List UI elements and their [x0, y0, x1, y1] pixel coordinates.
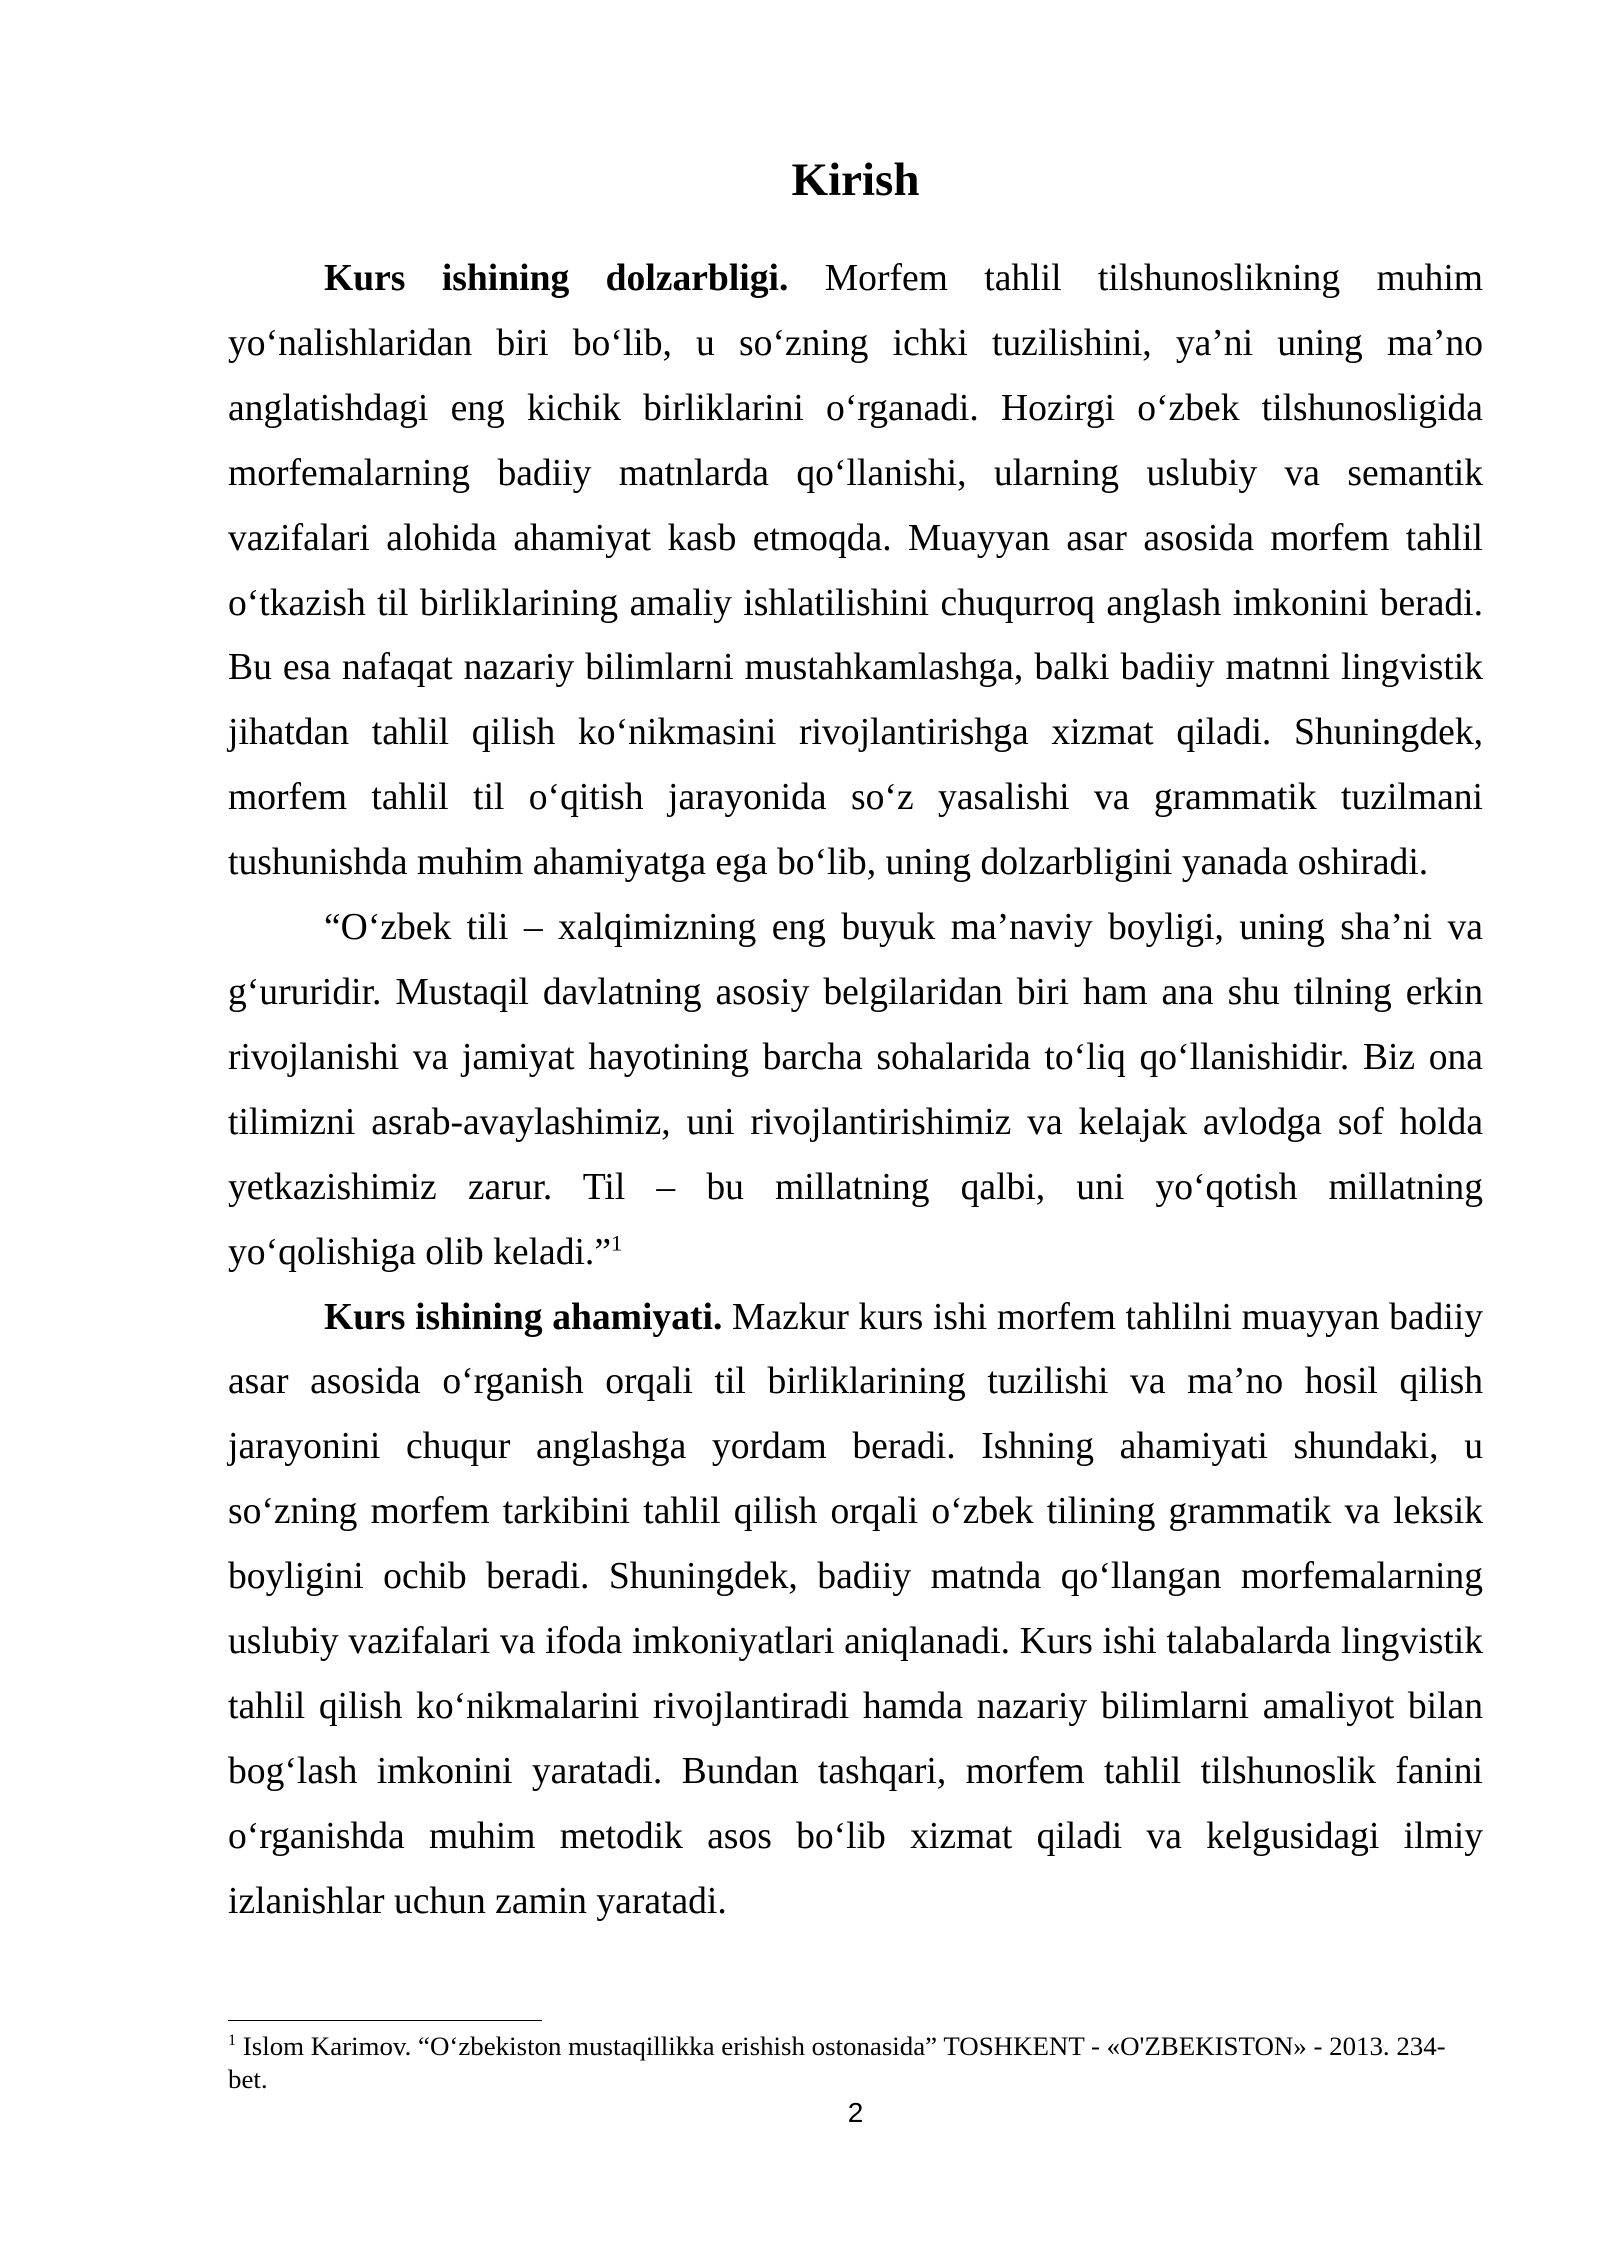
quote-text: “O‘zbek tili – xalqimizning eng buyuk ma’naviy boyligi, uning sha’ni va g‘ururidir. Mustaqil davlatning asosiy belgilaridan biri ham ana shu tilning erkin rivojlanishi va jamiyat hayotining barcha sohalarida to‘liq qo‘llanishidir. Biz ona tilimizni asrab-avaylashimiz, uni rivojlantirishimiz va kelajak avlodga sof holda yetkazishimiz zarur. Til – bu millatning qalbi, uni yo‘qotish millatning yo‘qolishiga olib keladi.” [228, 907, 1483, 1273]
paragraph-heading-relevance: Kurs ishining dolzarbligi. [324, 258, 789, 299]
paragraph-importance [228, 1286, 1483, 1935]
page-title: Kirish [791, 154, 920, 206]
page-number: 2 [847, 2097, 864, 2128]
footnote-marker: 1 [228, 2032, 237, 2050]
paragraph-text: Mazkur kurs ishi morfem tahlilni muayyan badiiy asar asosida o‘rganish orqali til birliklarining tuzilishi va ma’no hosil qilish jarayonini chuqur anglashga yordam beradi. Ishning ahamiyati shundaki, u so‘zning morfem tarkibini tahlil qilish orqali o‘zbek tilining grammatik va leksik boyligini ochib beradi. Shuningdek, badiiy matnda qo‘llangan morfemalarning uslubiy vazifalari va ifoda imkoniyatlari aniqlanadi. Kurs ishi talabalarda lingvistik tahlil qilish ko‘nikmalarini rivojlantiradi hamda nazariy bilimlarni amaliyot bilan bog‘lash imkonini yaratadi. Bundan tashqari, morfem tahlil tilshunoslik fanini o‘rganishda muhim metodik asos bo‘lib xizmat qiladi va kelgusidagi ilmiy izlanishlar uchun zamin yaratadi. [228, 1296, 1483, 1922]
body-text [228, 247, 1483, 1935]
footnote-reference: 1 [611, 1230, 623, 1256]
paragraph-quote [228, 896, 1483, 1285]
paragraph-relevance [228, 247, 1483, 896]
footnote-separator [228, 2020, 542, 2021]
footnote [228, 2030, 1483, 2096]
paragraph-heading-importance: Kurs ishining ahamiyati. [324, 1296, 723, 1338]
paragraph-text: Morfem tahlil tilshunoslikning muhim yo‘nalishlaridan biri bo‘lib, u so‘zning ichki tuzilishini, ya’ni uning ma’no anglatishdagi eng kichik birliklarini o‘rganadi. Hozirgi o‘zbek tilshunosligida morfemalarning badiiy matnlarda qo‘llanishi, ularning uslubiy va semantik vazifalari alohida ahamiyat kasb etmoqda. Muayyan asar asosida morfem tahlil o‘tkazish til birliklarining amaliy ishlatilishini chuqurroq anglash imkonini beradi. Bu esa nafaqat nazariy bilimlarni mustahkamlashga, balki badiiy matnni lingvistik jihatdan tahlil qilish ko‘nikmasini rivojlantirishga xizmat qiladi. Shuningdek, morfem tahlil til o‘qitish jarayonida so‘z yasalishi va grammatik tuzilmani tushunishda muhim ahamiyatga ega bo‘lib, uning dolzarbligini yanada oshiradi. [228, 258, 1483, 884]
footnote-text: Islom Karimov. “O‘zbekiston mustaqillikka erishish ostonasida” TOSHKENT - «O'ZBEKISTON» - 2013. 234-bet. [228, 2031, 1446, 2094]
